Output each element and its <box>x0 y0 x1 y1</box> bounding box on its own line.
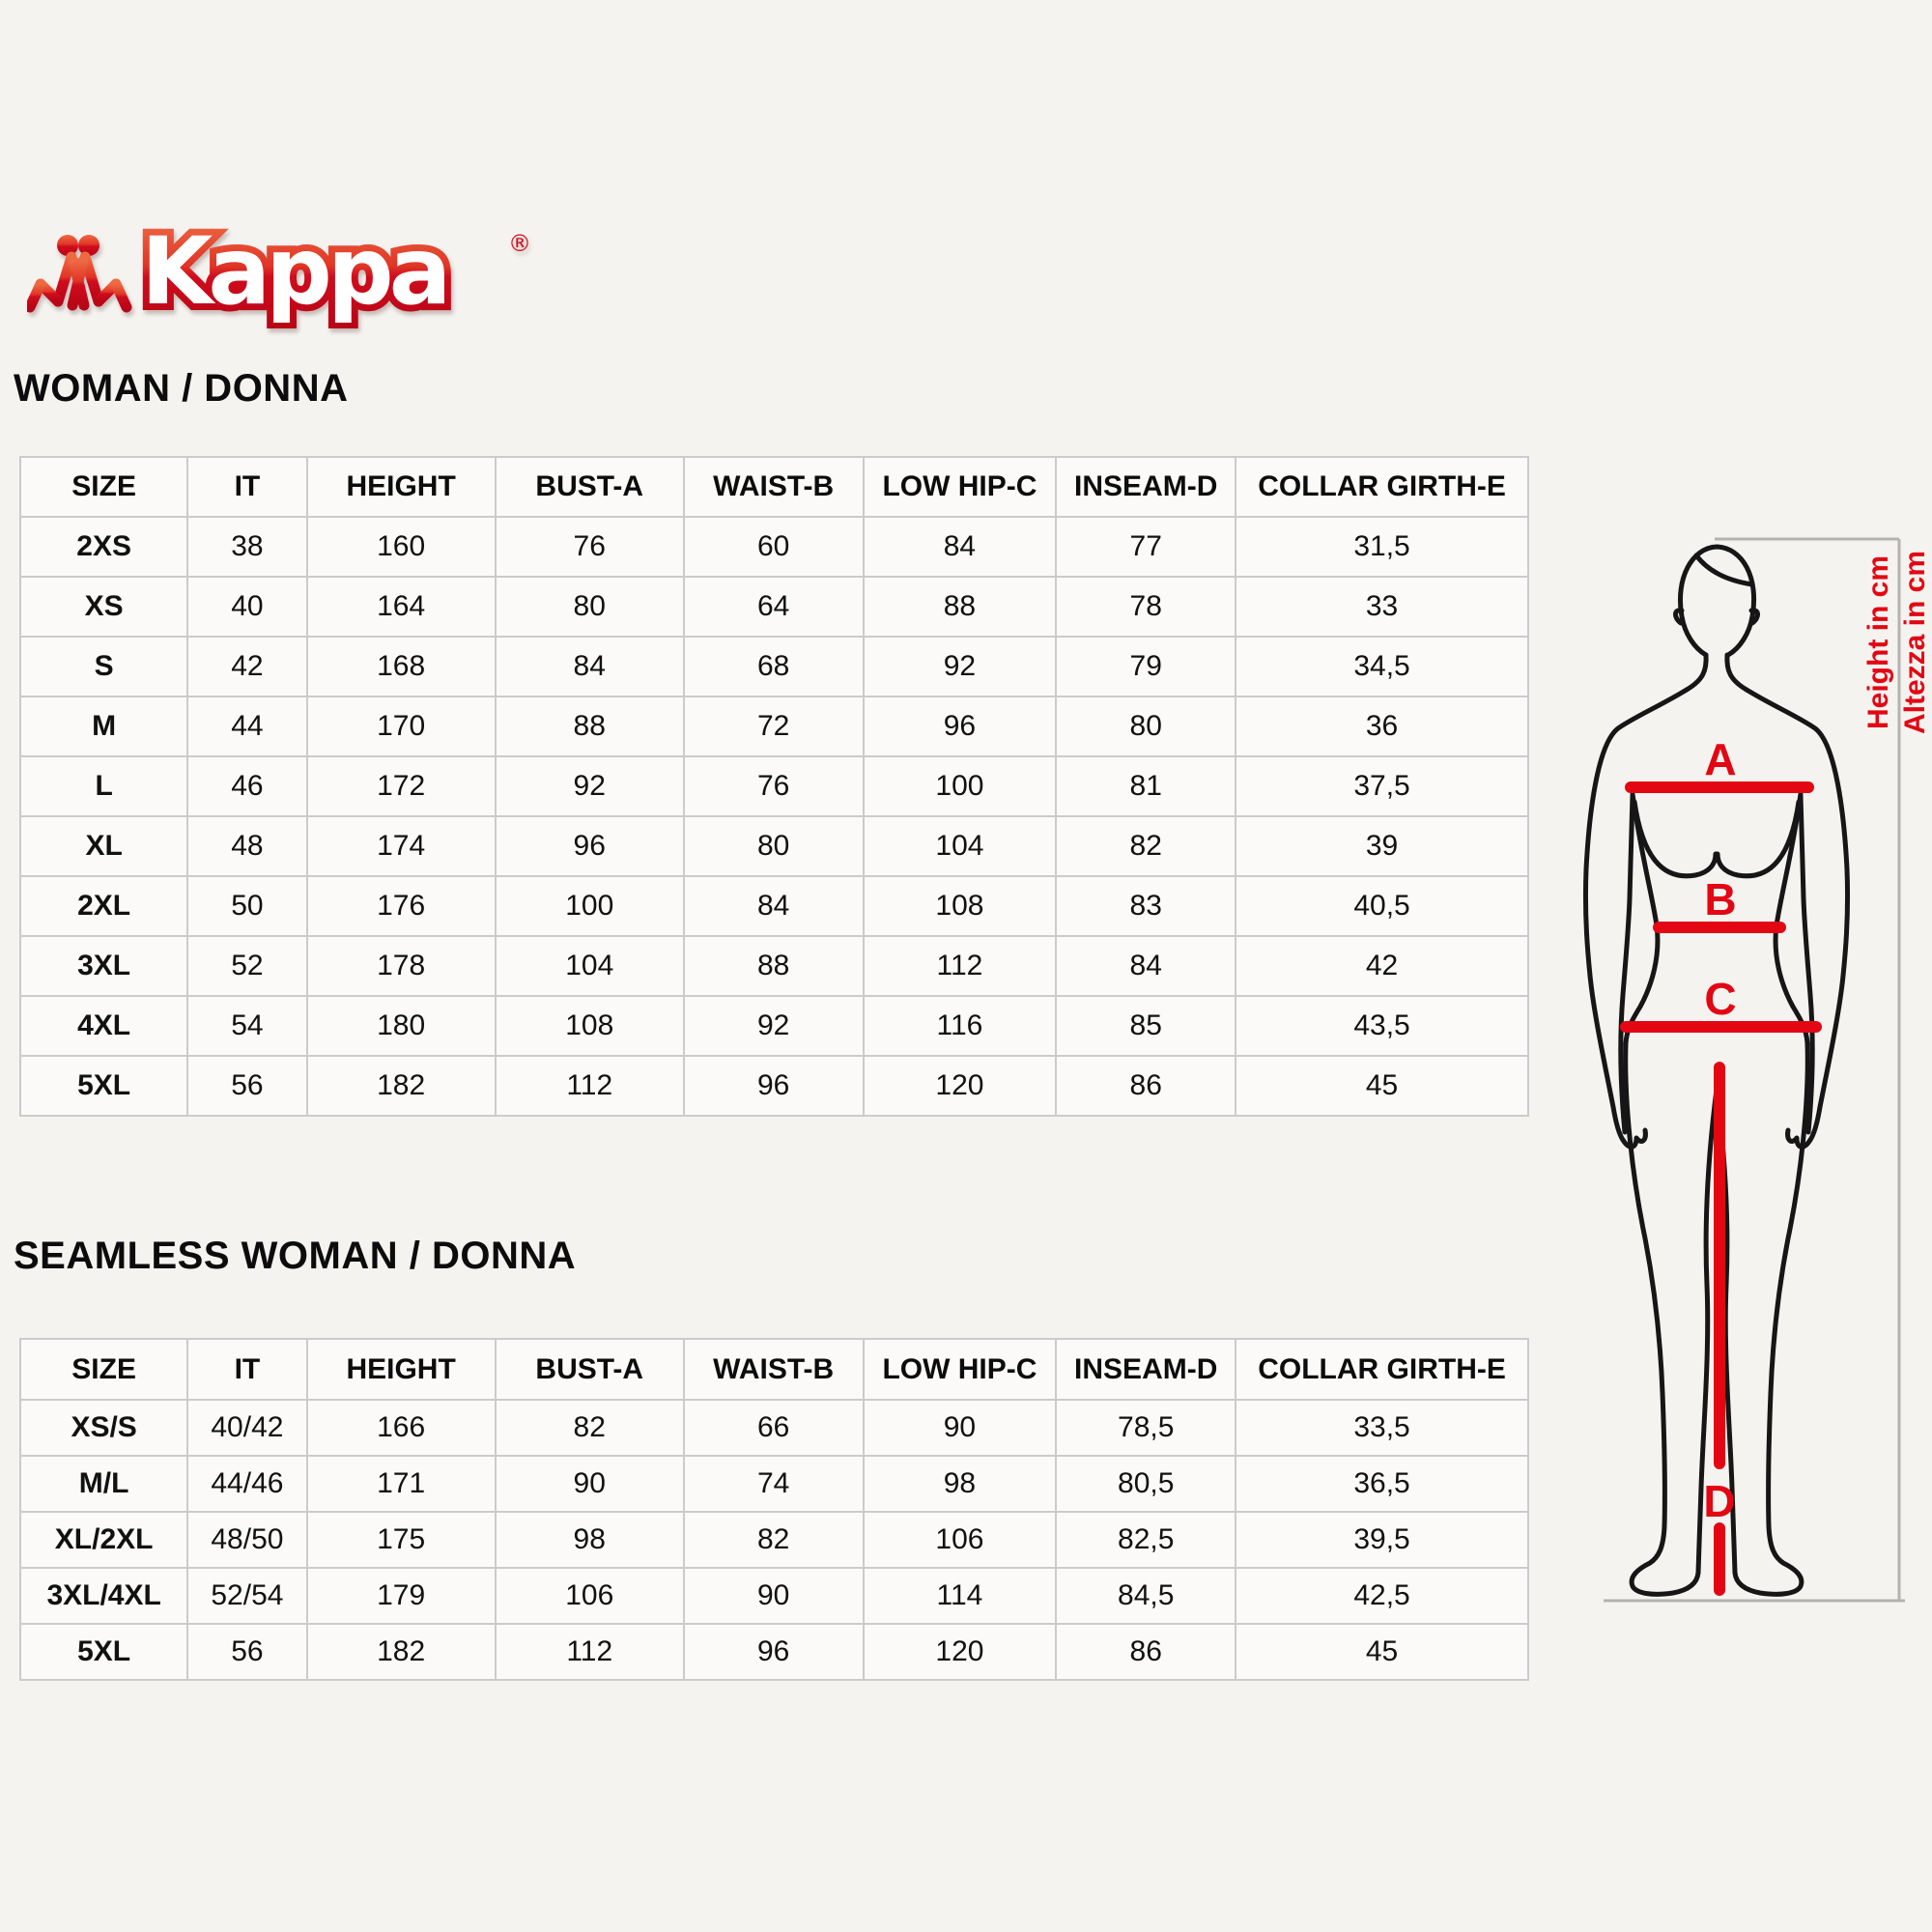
size-cell: S <box>20 637 187 696</box>
value-cell: 80 <box>684 816 864 876</box>
table-row <box>20 1512 1528 1568</box>
kappa-wordmark: Kappa <box>141 220 447 326</box>
value-cell: 66 <box>684 1400 864 1456</box>
height-measure-frame <box>1604 539 1905 1601</box>
table-row <box>20 1568 1528 1624</box>
table-row <box>20 517 1528 577</box>
value-cell: 178 <box>307 936 496 996</box>
table-row <box>20 816 1528 876</box>
table-row <box>20 756 1528 816</box>
value-cell: 174 <box>307 816 496 876</box>
value-cell: 44 <box>187 696 306 756</box>
value-cell: 64 <box>684 577 864 637</box>
column-header: INSEAM-D <box>1056 1339 1236 1400</box>
size-cell: 3XL/4XL <box>20 1568 187 1624</box>
kappa-logo <box>27 220 529 328</box>
value-cell: 52/54 <box>187 1568 306 1624</box>
value-cell: 92 <box>684 996 864 1056</box>
value-cell: 88 <box>684 936 864 996</box>
value-cell: 175 <box>307 1512 496 1568</box>
value-cell: 96 <box>496 816 684 876</box>
value-cell: 182 <box>307 1624 496 1680</box>
value-cell: 85 <box>1056 996 1236 1056</box>
size-cell: XL <box>20 816 187 876</box>
value-cell: 78,5 <box>1056 1400 1236 1456</box>
kappa-omini-icon <box>30 235 127 307</box>
value-cell: 34,5 <box>1236 637 1528 696</box>
value-cell: 100 <box>864 756 1057 816</box>
size-cell: XS <box>20 577 187 637</box>
value-cell: 83 <box>1056 876 1236 936</box>
value-cell: 108 <box>496 996 684 1056</box>
column-header: IT <box>187 1339 306 1400</box>
height-in-cm-label: Height in cm <box>1862 554 1894 730</box>
waist-label: B <box>1704 874 1737 924</box>
table-row <box>20 1624 1528 1680</box>
table-row <box>20 996 1528 1056</box>
value-cell: 54 <box>187 996 306 1056</box>
value-cell: 112 <box>496 1624 684 1680</box>
value-cell: 37,5 <box>1236 756 1528 816</box>
table-row <box>20 936 1528 996</box>
table-row <box>20 1056 1528 1116</box>
value-cell: 56 <box>187 1056 306 1116</box>
value-cell: 96 <box>684 1624 864 1680</box>
value-cell: 106 <box>496 1568 684 1624</box>
value-cell: 172 <box>307 756 496 816</box>
value-cell: 33,5 <box>1236 1400 1528 1456</box>
value-cell: 96 <box>864 696 1057 756</box>
size-cell: 5XL <box>20 1056 187 1116</box>
value-cell: 176 <box>307 876 496 936</box>
value-cell: 74 <box>684 1456 864 1512</box>
value-cell: 84 <box>1056 936 1236 996</box>
column-header: IT <box>187 457 306 517</box>
value-cell: 160 <box>307 517 496 577</box>
value-cell: 48/50 <box>187 1512 306 1568</box>
table-row <box>20 637 1528 696</box>
value-cell: 40/42 <box>187 1400 306 1456</box>
value-cell: 38 <box>187 517 306 577</box>
value-cell: 82,5 <box>1056 1512 1236 1568</box>
value-cell: 48 <box>187 816 306 876</box>
value-cell: 82 <box>496 1400 684 1456</box>
value-cell: 80 <box>496 577 684 637</box>
value-cell: 112 <box>496 1056 684 1116</box>
value-cell: 76 <box>684 756 864 816</box>
value-cell: 80,5 <box>1056 1456 1236 1512</box>
table-row <box>20 577 1528 637</box>
value-cell: 40,5 <box>1236 876 1528 936</box>
column-header: WAIST-B <box>684 1339 864 1400</box>
size-cell: M <box>20 696 187 756</box>
bust-label: A <box>1704 734 1737 784</box>
value-cell: 33 <box>1236 577 1528 637</box>
size-cell: 5XL <box>20 1624 187 1680</box>
value-cell: 56 <box>187 1624 306 1680</box>
column-header: BUST-A <box>496 1339 684 1400</box>
column-header: COLLAR GIRTH-E <box>1236 1339 1528 1400</box>
value-cell: 180 <box>307 996 496 1056</box>
value-cell: 42,5 <box>1236 1568 1528 1624</box>
value-cell: 82 <box>684 1512 864 1568</box>
value-cell: 106 <box>864 1512 1057 1568</box>
woman-size-table <box>19 456 1529 1117</box>
column-header: SIZE <box>20 1339 187 1400</box>
size-cell: 4XL <box>20 996 187 1056</box>
value-cell: 92 <box>864 637 1057 696</box>
size-cell: 2XL <box>20 876 187 936</box>
value-cell: 42 <box>187 637 306 696</box>
value-cell: 112 <box>864 936 1057 996</box>
column-header: LOW HIP-C <box>864 457 1057 517</box>
value-cell: 52 <box>187 936 306 996</box>
size-cell: XL/2XL <box>20 1512 187 1568</box>
altezza-in-cm-label: Altezza in cm <box>1899 550 1931 735</box>
measurement-figure <box>1565 522 1932 1623</box>
size-cell: 2XS <box>20 517 187 577</box>
size-cell: XS/S <box>20 1400 187 1456</box>
kappa-logo-svg <box>27 220 529 328</box>
value-cell: 90 <box>684 1568 864 1624</box>
column-header: LOW HIP-C <box>864 1339 1057 1400</box>
header-row <box>20 1339 1528 1400</box>
value-cell: 90 <box>864 1400 1057 1456</box>
inseam-label: D <box>1703 1476 1736 1526</box>
column-header: COLLAR GIRTH-E <box>1236 457 1528 517</box>
value-cell: 171 <box>307 1456 496 1512</box>
table-row <box>20 1400 1528 1456</box>
value-cell: 50 <box>187 876 306 936</box>
section-heading-seamless-woman: SEAMLESS WOMAN / DONNA <box>14 1235 577 1277</box>
value-cell: 39,5 <box>1236 1512 1528 1568</box>
column-header: SIZE <box>20 457 187 517</box>
table-row <box>20 696 1528 756</box>
value-cell: 82 <box>1056 816 1236 876</box>
value-cell: 40 <box>187 577 306 637</box>
value-cell: 76 <box>496 517 684 577</box>
value-cell: 86 <box>1056 1056 1236 1116</box>
value-cell: 98 <box>496 1512 684 1568</box>
value-cell: 36,5 <box>1236 1456 1528 1512</box>
value-cell: 98 <box>864 1456 1057 1512</box>
column-header: BUST-A <box>496 457 684 517</box>
column-header: HEIGHT <box>307 457 496 517</box>
value-cell: 179 <box>307 1568 496 1624</box>
value-cell: 45 <box>1236 1056 1528 1116</box>
size-cell: M/L <box>20 1456 187 1512</box>
size-cell: 3XL <box>20 936 187 996</box>
value-cell: 104 <box>496 936 684 996</box>
value-cell: 84 <box>684 876 864 936</box>
value-cell: 108 <box>864 876 1057 936</box>
value-cell: 166 <box>307 1400 496 1456</box>
value-cell: 72 <box>684 696 864 756</box>
value-cell: 39 <box>1236 816 1528 876</box>
body-diagram <box>1565 522 1932 1623</box>
value-cell: 36 <box>1236 696 1528 756</box>
section-heading-woman: WOMAN / DONNA <box>14 367 349 410</box>
value-cell: 88 <box>496 696 684 756</box>
value-cell: 182 <box>307 1056 496 1116</box>
value-cell: 164 <box>307 577 496 637</box>
value-cell: 84 <box>496 637 684 696</box>
value-cell: 120 <box>864 1624 1057 1680</box>
table-row <box>20 1456 1528 1512</box>
value-cell: 92 <box>496 756 684 816</box>
value-cell: 31,5 <box>1236 517 1528 577</box>
value-cell: 42 <box>1236 936 1528 996</box>
value-cell: 43,5 <box>1236 996 1528 1056</box>
value-cell: 86 <box>1056 1624 1236 1680</box>
seamless-woman-size-table <box>19 1338 1529 1681</box>
value-cell: 100 <box>496 876 684 936</box>
column-header: HEIGHT <box>307 1339 496 1400</box>
value-cell: 96 <box>684 1056 864 1116</box>
value-cell: 104 <box>864 816 1057 876</box>
value-cell: 120 <box>864 1056 1057 1116</box>
value-cell: 90 <box>496 1456 684 1512</box>
value-cell: 88 <box>864 577 1057 637</box>
table-row <box>20 876 1528 936</box>
value-cell: 84 <box>864 517 1057 577</box>
value-cell: 116 <box>864 996 1057 1056</box>
value-cell: 44/46 <box>187 1456 306 1512</box>
value-cell: 80 <box>1056 696 1236 756</box>
size-cell: L <box>20 756 187 816</box>
header-row <box>20 457 1528 517</box>
value-cell: 77 <box>1056 517 1236 577</box>
value-cell: 84,5 <box>1056 1568 1236 1624</box>
value-cell: 79 <box>1056 637 1236 696</box>
lowhip-label: C <box>1704 974 1737 1024</box>
value-cell: 78 <box>1056 577 1236 637</box>
value-cell: 168 <box>307 637 496 696</box>
registered-mark: ® <box>508 230 529 257</box>
column-header: INSEAM-D <box>1056 457 1236 517</box>
value-cell: 170 <box>307 696 496 756</box>
value-cell: 81 <box>1056 756 1236 816</box>
value-cell: 45 <box>1236 1624 1528 1680</box>
column-header: WAIST-B <box>684 457 864 517</box>
value-cell: 68 <box>684 637 864 696</box>
value-cell: 114 <box>864 1568 1057 1624</box>
value-cell: 60 <box>684 517 864 577</box>
value-cell: 46 <box>187 756 306 816</box>
